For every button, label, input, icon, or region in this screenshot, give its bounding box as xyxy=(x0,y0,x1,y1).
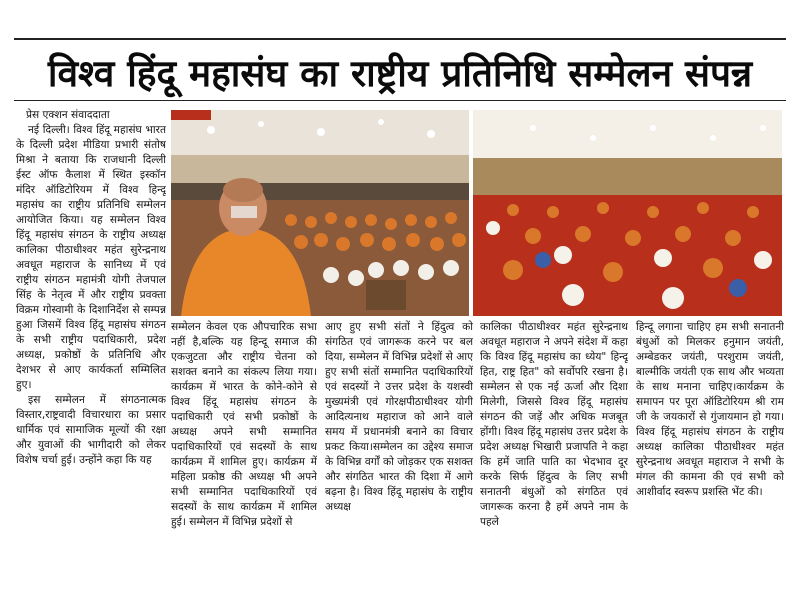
byline: प्रेस एक्शन संवाददाता xyxy=(26,109,110,121)
headline-underline xyxy=(14,100,786,101)
top-rule xyxy=(14,38,786,40)
article-column-5 xyxy=(636,320,784,592)
photo-speaker-addressing-audience xyxy=(171,110,469,316)
column-1-paragraph-1: नई दिल्ली। विश्व हिंदू महासंघ भारत के दिल्ली प्रदेश मीडिया प्रभारी संतोष मिश्रा ने बताया कि राजधानी दिल्ली ईस्ट ऑफ कैलाश में स्थित इस्कॉन मंदिर ऑडिटोरियम में विश्व हिन्दू महासंघ का राष्ट्रीय प्रतिनिधि सम्मेलन आयोजित किया। यह सम्मेलन विश्व हिंदू महासंघ संगठन के राष्ट्रीय अध्यक्ष कालिका पीठाधीश्वर महंत सुरेन्द्रनाथ अवधूत महाराज के सानिध्य में एवं राष्ट्रीय संगठन महामंत्री योगी तेजपाल सिंह के नेतृत्व में और राष्ट्रीय प्रवक्ता विक्रम गोस्वामी के दिशानिर्देश से सम्पन्न हुआ जिसमें विश्व हिंदू महासंघ संगठन के सभी राष्ट्रीय पदाधिकारी, प्रदेश अध्यक्ष, प्रकोष्ठों के प्रतिनिधि और देशभर से आए कार्यकर्ता सम्मिलित हुए। xyxy=(16,124,166,391)
column-1-paragraph-2: इस सम्मेलन में संगठनात्मक विस्तार,राष्ट्रवादी विचारधारा का प्रसार धार्मिक एवं सामाजिक मूल्यों की रक्षा और युवाओं की भागीदारी को लेकर विशेष चर्चा हुई। उन्होंने कहा कि यह xyxy=(16,394,166,466)
column-2-text: सम्मेलन केवल एक औपचारिक सभा नहीं है,बल्कि यह हिन्दू समाज की एकजुटता और राष्ट्रीय चेतना को सशक्त बनाने का संकल्प लिया गया। कार्यक्रम में भारत के कोने-कोने से विश्व हिंदू महासंघ संगठन के पदाधिकारी एवं सभी प्रकोष्ठों के अध्यक्ष अपने सभी सम्मानित पदाधिकारियों एवं सदस्यों के साथ कार्यक्रम में शामिल हुए। कार्यक्रम में महिला प्रकोष्ठ की अध्यक्ष भी अपने सभी सम्मानित पदाधिकारियों एवं सदस्यों के साथ कार्यक्रम में शामिल हुई। सम्मेलन में विभिन्न प्रदेशों से xyxy=(171,321,317,528)
headline: विश्व हिंदू महासंघ का राष्ट्रीय प्रतिनिधि सम्मेलन संपन्न xyxy=(47,52,753,95)
article-column-1 xyxy=(16,108,166,590)
column-5-text: हिन्दू लगाना चाहिए हम सभी सनातनी बंधुओं को मिलकर हनुमान जयंती, अम्बेडकर जयंती, परशुराम जयंती, बाल्मीकि जयंती एक साथ और भव्यता के साथ मनाना चाहिए।कार्यक्रम के समापन पर पूरा ऑडिटोरियम श्री राम जी के जयकारों से गुंजायमान हो गया।विश्व हिंदू महासंघ संगठन के राष्ट्रीय अध्यक्ष कालिका पीठाधीश्वर महंत सुरेन्द्रनाथ अवधूत महाराज ने सभी के मंगल की कामना की एवं सभी को आशीर्वाद स्वरूप प्रशस्ति भेंट की। xyxy=(636,321,784,498)
column-4-text: कालिका पीठाधीश्वर महंत सुरेन्द्रनाथ अवधूत महाराज ने अपने संदेश में कहा कि विश्व हिंदू महासंघ का ध्येय" हिन्दू हित, राष्ट्र हित" को सर्वोपरि रखना है। सम्मेलन से एक नई ऊर्जा और दिशा मिलेगी, जिससे विश्व हिंदू महासंघ संगठन की जड़ें और अधिक मजबूत होंगी। विश्व हिंदू महासंघ उत्तर प्रदेश के प्रदेश अध्यक्ष भिखारी प्रजापति ने कहा कि हमें जाति पाति का भेदभाव दूर करके सिर्फ हिंदुत्व के लिए सभी सनातनी बंधुओं को संगठित एवं जागरूक करना है हमें अपने नाम के पहले xyxy=(480,321,628,528)
article-column-3 xyxy=(325,320,473,592)
column-3-text: आए हुए सभी संतों ने हिंदुत्व को संगठित एवं जागरूक करने पर बल दिया, सम्मेलन में विभिन्न प्रदेशों से आए हुए सभी संतों सम्मानित पदाधिकारियों एवं सदस्यों ने उत्तर प्रदेश के यशस्वी मुख्यमंत्री एवं गोरक्षपीठाधीश्वर योगी आदित्यनाथ महाराज को आने वाले समय में प्रधानमंत्री बनाने का विचार प्रकट किया।सम्मेलन का उद्देश्य समाज के विभिन्न वर्गों को जोड़कर एक सशक्त और संगठित भारत की दिशा में आगे बढ़ना है। विश्व हिंदू महासंघ के राष्ट्रीय अध्यक्ष xyxy=(325,321,473,513)
article-column-2 xyxy=(171,320,317,592)
photo-audience-in-hall xyxy=(473,110,782,316)
article-column-4 xyxy=(480,320,628,592)
